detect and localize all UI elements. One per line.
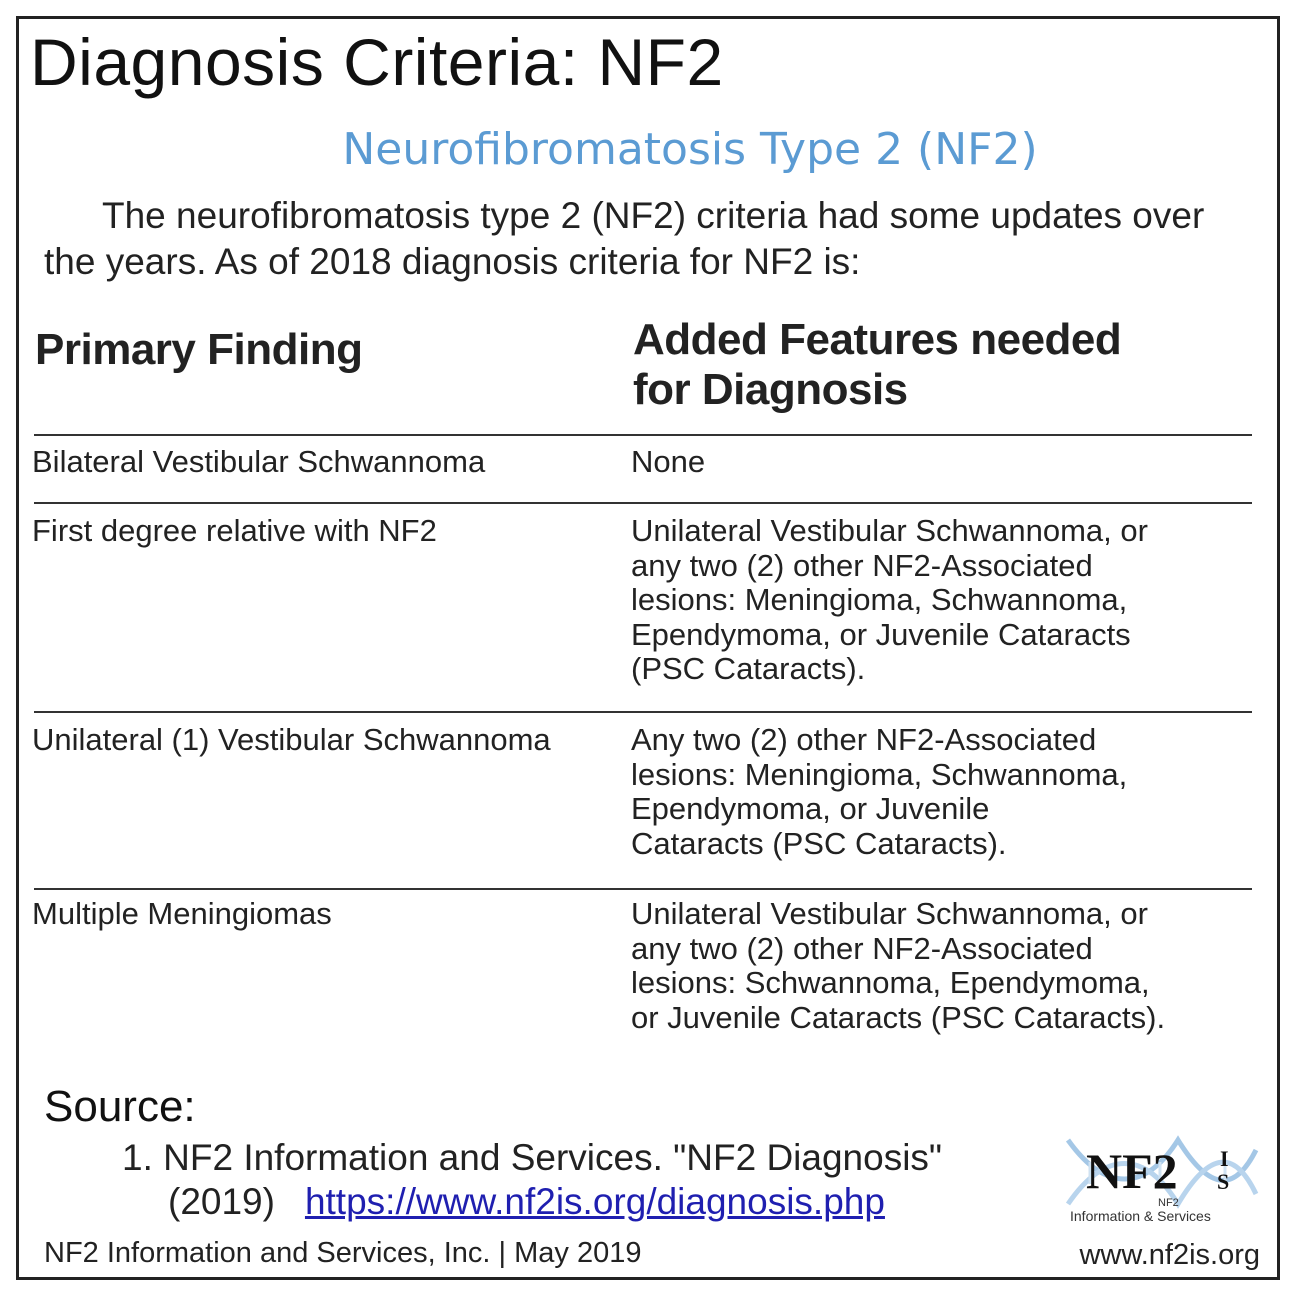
nf2is-logo	[1060, 1132, 1260, 1232]
table-divider	[34, 711, 1252, 713]
intro-paragraph	[44, 193, 1264, 285]
table-divider	[34, 888, 1252, 890]
footer-credit: NF2 Information and Services, Inc. | May 2019	[44, 1237, 642, 1269]
footer-url: www.nf2is.org	[1079, 1239, 1260, 1271]
table-row-2-features: Unilateral Vestibular Schwannoma, or any two (2) other NF2-Associated lesions: Meningioma, Schwannoma, Ependymoma, or Juvenile Cataracts (PSC Cataracts).	[631, 513, 1148, 686]
table-divider	[34, 502, 1252, 504]
logo-superscript-s: S	[1217, 1169, 1230, 1194]
source-citation-continued	[168, 1180, 885, 1224]
table-row-1-features: None	[631, 444, 706, 479]
column-header-primary-finding: Primary Finding	[35, 325, 363, 374]
source-year: (2019)	[168, 1181, 275, 1222]
table-divider	[34, 434, 1252, 436]
logo-wordmark: NF2	[1086, 1143, 1178, 1199]
table-row-4-features: Unilateral Vestibular Schwannoma, or any two (2) other NF2-Associated lesions: Schwannoma, Ependymoma, or Juvenile Cataracts (PSC Cataracts).	[631, 896, 1166, 1035]
intro-text: The neurofibromatosis type 2 (NF2) criteria had some updates over the years. As of 2018 diagnosis criteria for NF2 is:	[44, 195, 1205, 282]
logo-small-label: NF2	[1158, 1197, 1179, 1209]
page-title: Diagnosis Criteria: NF2	[30, 25, 724, 99]
table-row-1-finding: Bilateral Vestibular Schwannoma	[32, 444, 486, 479]
column-header-added-features: Added Features needed for Diagnosis	[633, 315, 1122, 414]
table-row-3-features: Any two (2) other NF2-Associated lesions: Meningioma, Schwannoma, Ependymoma, or Juvenile Cataracts (PSC Cataracts).	[631, 722, 1128, 861]
source-link[interactable]: https://www.nf2is.org/diagnosis.php	[304, 1181, 885, 1222]
page-subtitle	[0, 122, 1300, 178]
logo-tagline: Information & Services	[1070, 1208, 1211, 1224]
source-citation: 1. NF2 Information and Services. "NF2 Diagnosis"	[122, 1137, 943, 1178]
source-heading: Source:	[44, 1082, 196, 1131]
table-row-2-finding: First degree relative with NF2	[32, 513, 437, 548]
logo-superscript-i: I	[1220, 1146, 1229, 1171]
table-row-3-finding: Unilateral (1) Vestibular Schwannoma	[32, 722, 551, 757]
subtitle-text: Neurofibromatosis Type 2 (NF2)	[342, 124, 1038, 175]
table-row-4-finding: Multiple Meningiomas	[32, 896, 332, 931]
